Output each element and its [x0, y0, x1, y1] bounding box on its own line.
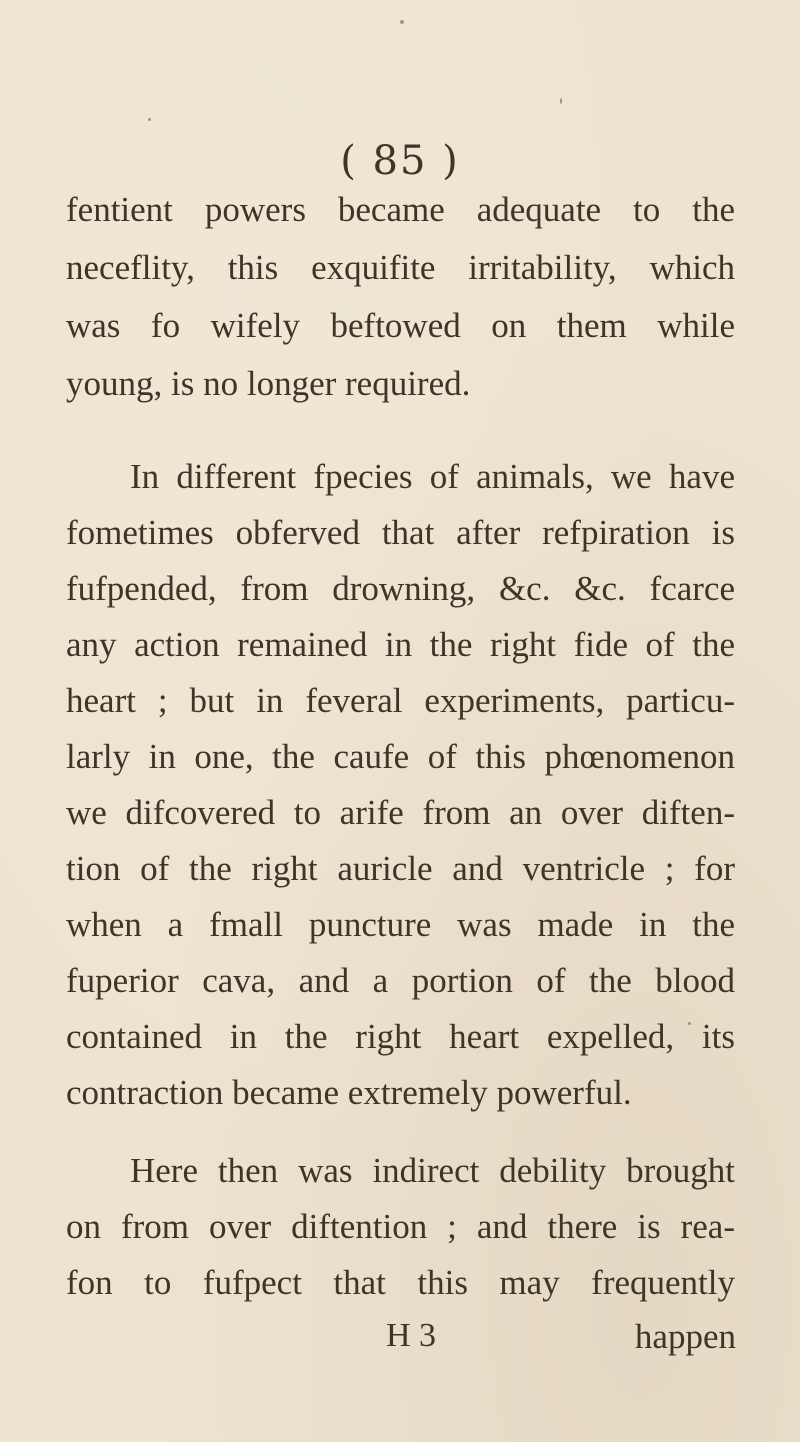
- text-line: fon to fufpect that this may frequently: [66, 1263, 735, 1302]
- text-line: young, is no longer required.: [66, 364, 471, 403]
- catchword: happen: [634, 1317, 736, 1356]
- text-line: larly in one, the caufe of this phœnomenon: [66, 737, 735, 776]
- text-line: fometimes obferved that after refpiration is: [66, 513, 735, 552]
- page-number: ( 85 ): [340, 138, 460, 184]
- text-line: neceflity, this exquifite irritability, which: [66, 248, 735, 287]
- text-line: contained in the right heart expelled, its: [66, 1017, 735, 1056]
- text-line: when a fmall puncture was made in the: [66, 905, 735, 944]
- text-line: contraction became extremely powerful.: [66, 1073, 632, 1112]
- text-line: any action remained in the right fide of the: [66, 625, 735, 664]
- paper-speck: [148, 118, 151, 121]
- text-line: Here then was indirect debility brought: [130, 1151, 735, 1190]
- text-line: In different fpecies of animals, we have: [130, 457, 735, 496]
- text-line: we difcovered to arife from an over diften-: [66, 793, 735, 832]
- text-line: was fo wifely beftowed on them while: [66, 306, 735, 345]
- signature-mark: H 3: [386, 1317, 437, 1354]
- text-line: fufpended, from drowning, &c. &c. fcarce: [66, 569, 735, 608]
- text-line: fentient powers became adequate to the: [66, 190, 735, 229]
- text-line: on from over diftention ; and there is rea-: [66, 1207, 735, 1246]
- text-line: tion of the right auricle and ventricle ; for: [66, 849, 735, 888]
- paper-speck: [560, 98, 562, 104]
- text-line: fuperior cava, and a portion of the blood: [66, 961, 735, 1000]
- paper-speck: [400, 20, 404, 24]
- text-line: heart ; but in feveral experiments, particu-: [66, 681, 735, 720]
